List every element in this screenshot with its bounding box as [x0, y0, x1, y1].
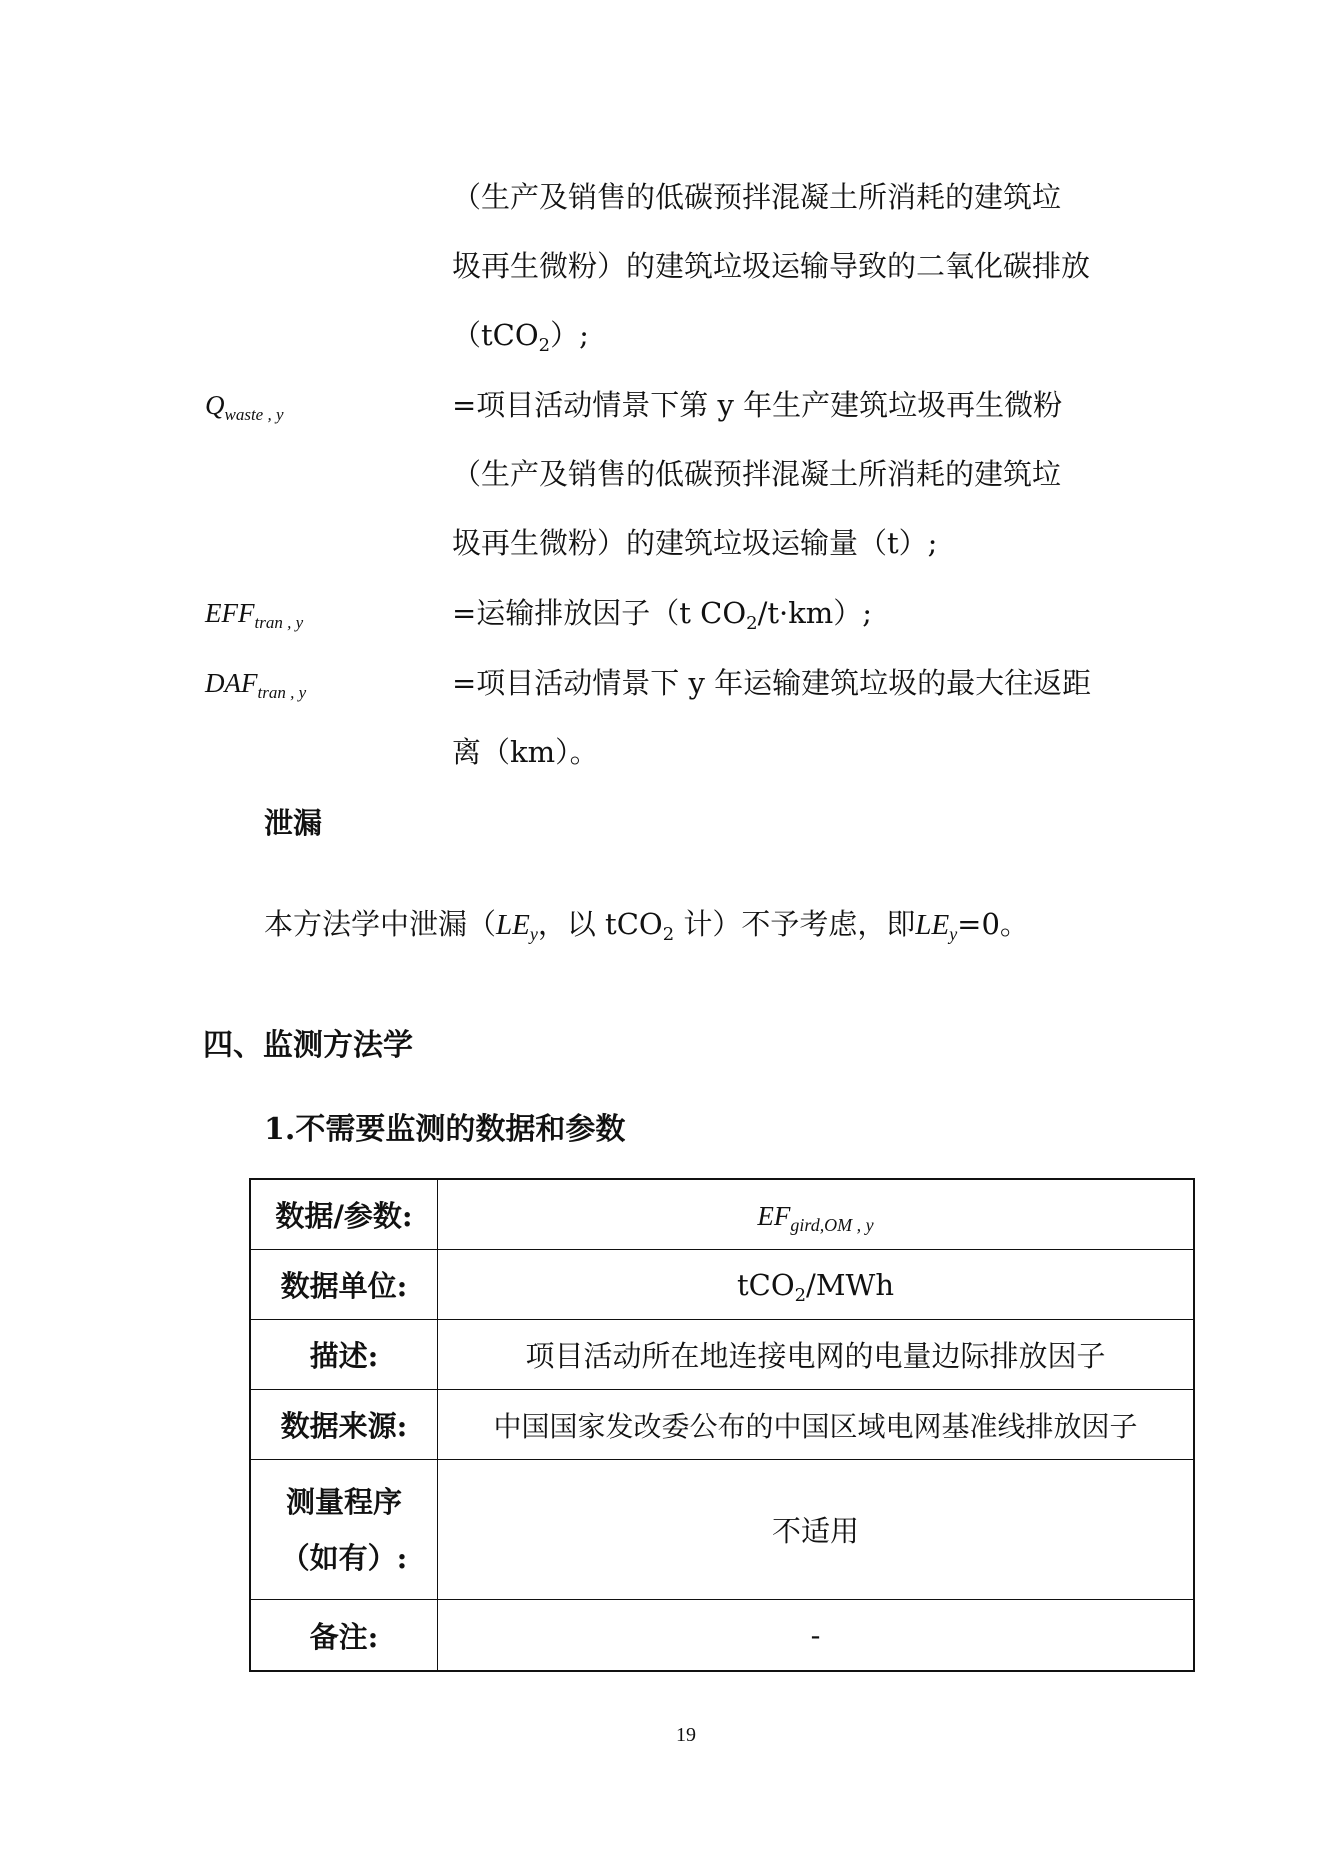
table-label-cell: 描述: [250, 1320, 438, 1390]
table-row [250, 1460, 1194, 1600]
table-row [250, 1250, 1194, 1320]
q-waste-definition-line-1: =项目活动情景下第 y 年生产建筑垃圾再生微粉 [452, 388, 1063, 422]
table-value-cell: 项目活动所在地连接电网的电量边际排放因子 [438, 1320, 1195, 1390]
table-label-cell: 数据/参数: [250, 1179, 438, 1250]
table-label-cell: 数据来源: [250, 1390, 438, 1460]
q-waste-definition-line-3: 圾再生微粉）的建筑垃圾运输量（t）; [452, 526, 938, 560]
table-row [250, 1179, 1194, 1250]
table-value-cell: $EF_{gird,OM , y}$ [438, 1179, 1195, 1250]
section-heading: 四、监测方法学 [203, 1028, 413, 1063]
table-label-line: （如有）: [280, 1540, 408, 1575]
leakage-paragraph: 本方法学中泄漏（$LE_y$，以 tCO$_2$ 计）不予考虑，即$LE_y=0$。 [264, 907, 1029, 946]
daf-tran-definition-line-1: =项目活动情景下 y 年运输建筑垃圾的最大往返距 [452, 666, 1092, 700]
table-label-line: 测量程序 [285, 1484, 402, 1519]
eff-tran-definition: =运输排放因子（t $CO_2/t\cdot km$）; [452, 596, 873, 635]
table-value-cell: 中国国家发改委公布的中国区域电网基准线排放因子 [438, 1390, 1195, 1460]
definition-continuation-line-1: （生产及销售的低碳预拌混凝土所消耗的建筑垃 [452, 180, 1062, 214]
table-row [250, 1600, 1194, 1672]
table-row [250, 1390, 1194, 1460]
leakage-heading: 泄漏 [264, 806, 323, 840]
definition-continuation-line-2: 圾再生微粉）的建筑垃圾运输导致的二氧化碳排放 [452, 249, 1091, 283]
daf-tran-symbol: $DAF_{tran , y}$ [205, 668, 307, 702]
table-value-cell: tCO$_2$/MWh [438, 1250, 1195, 1320]
q-waste-definition-line-2: （生产及销售的低碳预拌混凝土所消耗的建筑垃 [452, 457, 1062, 491]
page-number: 19 [676, 1724, 696, 1746]
table-value-cell: - [438, 1600, 1195, 1672]
table-label-cell [250, 1460, 438, 1600]
eff-tran-symbol: $EFF_{tran , y}$ [205, 598, 304, 632]
definition-continuation-line-3: （tCO$_2$）; [452, 318, 589, 357]
parameter-table [249, 1178, 1195, 1672]
table-row [250, 1320, 1194, 1390]
q-waste-symbol: $Q_{waste , y}$ [205, 390, 284, 424]
table-value-cell: 不适用 [438, 1460, 1195, 1600]
table-label-cell: 备注: [250, 1600, 438, 1672]
table-label-cell: 数据单位: [250, 1250, 438, 1320]
daf-tran-definition-line-2: 离（km）。 [452, 735, 599, 769]
subsection-heading: 1.不需要监测的数据和参数 [264, 1112, 626, 1147]
